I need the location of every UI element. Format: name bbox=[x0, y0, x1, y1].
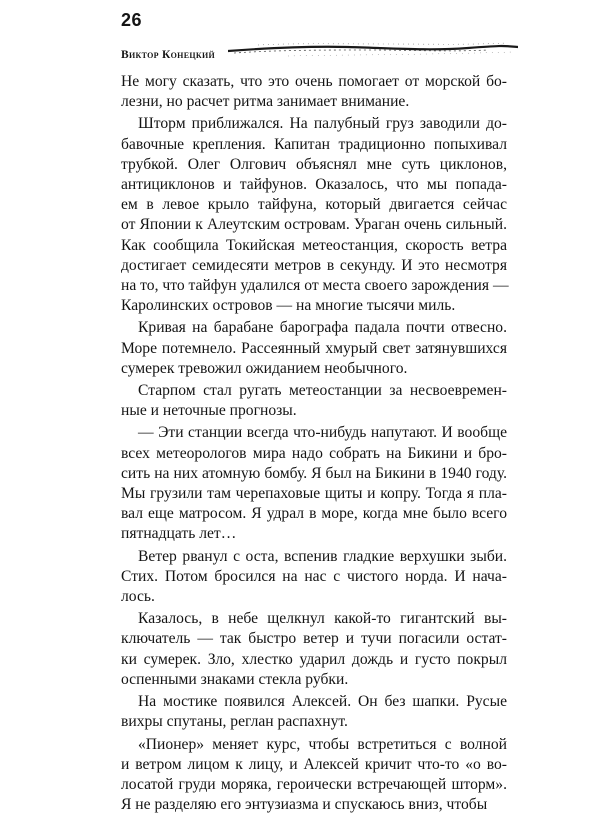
text-line: Я не разделяю его энтузиазма и спускаюсь вниз, чтобы bbox=[121, 795, 507, 815]
text-line: и ветром лицом к лицу, и Алексей кричит что-то «о во- bbox=[121, 755, 507, 775]
text-line: ки сумерек. Зло, хлестко ударил дождь и густо покрыл bbox=[121, 650, 507, 670]
text-line: «Пионер» меняет курс, чтобы встретиться с волной bbox=[121, 735, 507, 755]
text-line: Не могу сказать, что это очень помогает от морской бо- bbox=[121, 72, 507, 92]
text-line: ключатель — так быстро ветер и тучи погасили остат- bbox=[121, 629, 507, 649]
text-line: Мы грузили там черепаховые щиты и копру. Тогда я пла- bbox=[121, 484, 507, 504]
running-header-author: Виктор Конецкий bbox=[121, 48, 215, 62]
paragraph bbox=[121, 114, 507, 316]
text-line: Море потемнело. Рассеянный хмурый свет затянувшихся bbox=[121, 339, 507, 359]
text-line: всех метеорологов мира надо собрать на Бикини и бро- bbox=[121, 444, 507, 464]
text-line: Каролинских островов — на многие тысячи миль. bbox=[121, 296, 507, 316]
header-decorative-rule bbox=[228, 38, 518, 64]
text-line: — Эти станции всегда что-нибудь напутают. И вообще bbox=[121, 423, 507, 443]
body-text bbox=[121, 72, 507, 815]
text-line: от Японии к Алеутским островам. Ураган очень сильный. bbox=[121, 215, 507, 235]
text-line: трубкой. Олег Олгович объяснял мне суть циклонов, bbox=[121, 155, 507, 175]
text-line: сить на них атомную бомбу. Я был на Бикини в 1940 году. bbox=[121, 464, 507, 484]
paragraph bbox=[121, 735, 507, 815]
text-line: пятнадцать лет… bbox=[121, 524, 507, 544]
text-line: На мостике появился Алексей. Он без шапки. Русые bbox=[121, 692, 507, 712]
page-number: 26 bbox=[121, 10, 142, 30]
text-line: Кривая на барабане барографа падала почти отвесно. bbox=[121, 318, 507, 338]
paragraph bbox=[121, 423, 507, 544]
text-line: Шторм приближался. На палубный груз заводили до- bbox=[121, 114, 507, 134]
text-line: Казалось, в небе щелкнул какой-то гигантский вы- bbox=[121, 609, 507, 629]
paragraph bbox=[121, 692, 507, 732]
paragraph bbox=[121, 72, 507, 112]
text-line: ные и неточные прогнозы. bbox=[121, 401, 507, 421]
text-line: оспенными знаками стекла рубки. bbox=[121, 670, 507, 690]
text-line: Ветер рванул с оста, вспенив гладкие верхушки зыби. bbox=[121, 547, 507, 567]
paragraph bbox=[121, 381, 507, 421]
paragraph bbox=[121, 609, 507, 690]
text-line: бавочные крепления. Капитан традиционно попыхивал bbox=[121, 135, 507, 155]
text-line: на то, что тайфун удалился от места своего зарождения — bbox=[121, 276, 507, 296]
text-line: Стих. Потом бросился на нас с чистого норда. И нача- bbox=[121, 567, 507, 587]
paragraph bbox=[121, 547, 507, 608]
text-line: лезни, но расчет ритма занимает внимание. bbox=[121, 92, 507, 112]
text-line: вал еще матросом. Я удрал в море, когда мне было всего bbox=[121, 504, 507, 524]
text-line: вихры спутаны, реглан распахнут. bbox=[121, 712, 507, 732]
text-line: ем в левое крыло тайфуна, который двигается сейчас bbox=[121, 195, 507, 215]
text-line: лосатой груди моряка, героически встречающей шторм». bbox=[121, 775, 507, 795]
text-line: антициклонов и тайфунов. Оказалось, что мы попада- bbox=[121, 175, 507, 195]
text-line: Старпом стал ругать метеостанции за несвоевремен- bbox=[121, 381, 507, 401]
text-line: сумерек тревожил ожиданием необычного. bbox=[121, 359, 507, 379]
text-line: лось. bbox=[121, 587, 507, 607]
text-line: Как сообщила Токийская метеостанция, скорость ветра bbox=[121, 236, 507, 256]
paragraph bbox=[121, 318, 507, 379]
text-line: достигает семидесяти метров в секунду. И это несмотря bbox=[121, 256, 507, 276]
